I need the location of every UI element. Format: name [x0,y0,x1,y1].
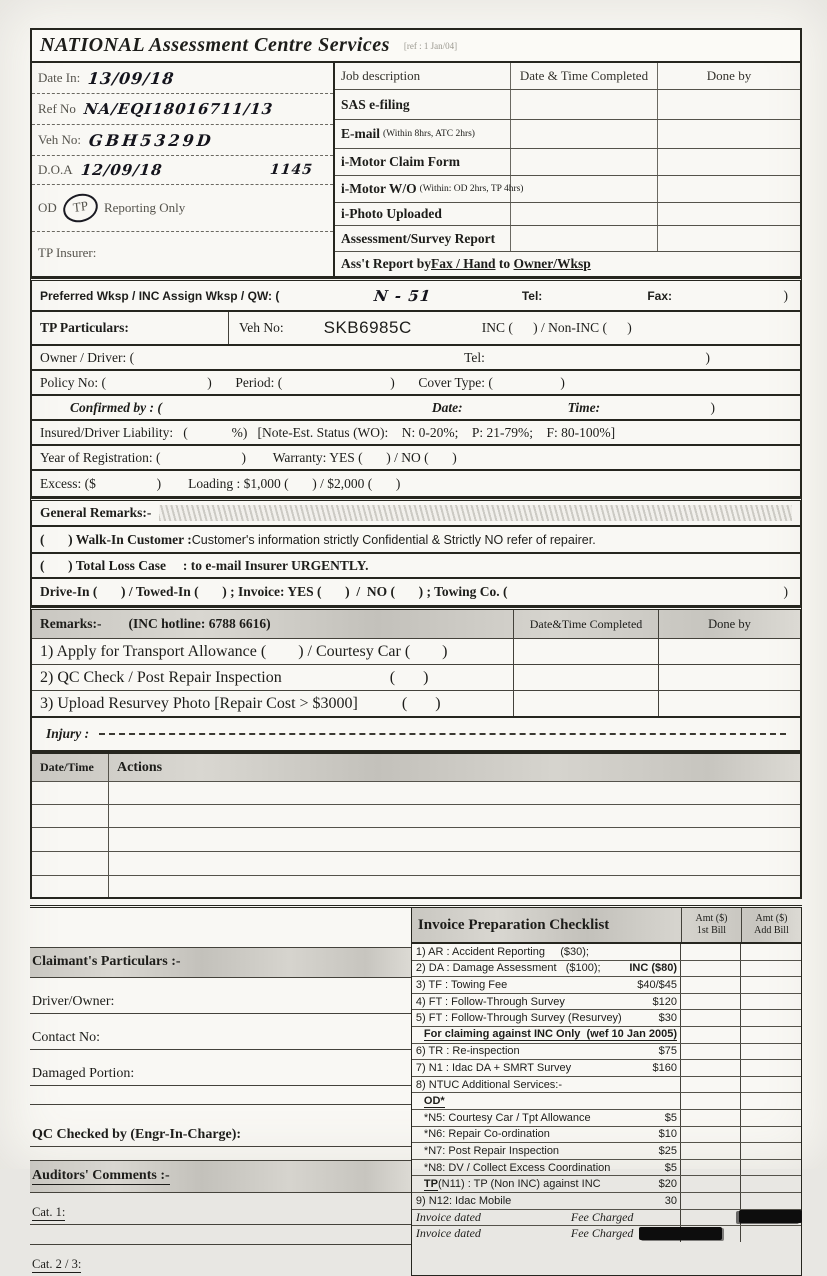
fee-charged-label: Fee Charged [570,1226,634,1241]
date-time-header: Date/Time [32,754,109,781]
checklist-row [412,977,801,994]
reporting-only-label: Reporting Only [103,200,186,215]
table-row [32,691,800,716]
injury-label: Injury : [46,726,90,741]
doa-row [32,156,333,185]
checklist-item: 9) N12: Idac Mobile [415,1194,512,1207]
checklist-price: $25 [658,1144,677,1157]
total-loss-row [30,554,802,579]
liability-text: Insured/Driver Liability: ( %) [Note-Est. Status (WO): N: 0-20%; P: 21-79%; F: 80-100%] [40,424,616,440]
excess-loading-text: Excess: ($ ) Loading : $1,000 ( ) / $2,000 ( ) [40,475,401,491]
done-by-header: Done by [706,68,752,83]
ref-no-label: Ref No [38,101,76,116]
remark-item: 3) Upload Resurvey Photo [Repair Cost > $3000] ( ) [32,691,514,716]
walk-in-row [30,527,802,554]
doa-time-value: 1145 [269,162,314,178]
table-row [335,203,800,226]
tp-particulars-label: TP Particulars: [40,320,129,335]
table-row [32,876,800,897]
job-desc-header: Job description [335,63,511,89]
year-registration-row [30,446,802,471]
intake-column [32,63,335,276]
add-bill-label: Add Bill [754,925,789,936]
confirmed-by-row [30,396,802,421]
claimant-title-row [30,948,411,978]
amt-label: Amt ($) [755,912,788,924]
ref-no-row [32,94,333,125]
amt-first-bill-header [681,908,741,942]
checklist-item: 8) NTUC Additional Services:- [415,1078,563,1091]
table-row [32,828,800,852]
wksp-tel-label: Tel: [521,288,543,303]
asst-report-fax-hand: Fax / Hand [431,256,496,271]
doa-label: D.O.A [38,162,73,177]
spacer-row [30,1147,411,1161]
od-tp-row [32,185,333,232]
policy-row [30,371,802,396]
table-row [335,176,800,203]
job-label: i-Photo Uploaded [335,203,511,225]
form-title: NATIONAL Assessment Centre Services [40,34,390,56]
owner-driver-label: Owner / Driver: ( [40,349,135,365]
checklist-row [412,1193,801,1210]
job-label: SAS e-filing [335,90,511,119]
cat1-label: Cat. 1: [32,1205,66,1219]
checklist-price: 30 [664,1194,677,1207]
ink-smudge [639,1227,722,1240]
checklist-item: 1) AR : Accident Reporting ($30); [415,945,589,958]
table-row [32,782,800,805]
checklist-item: 4) FT : Follow-Through Survey [415,995,565,1008]
checklist-price: $20 [658,1178,677,1191]
remarks-date-header: Date&Time Completed [514,610,659,638]
actions-table [30,752,802,899]
close-paren: ) [710,399,715,415]
asst-report-part: to [495,256,514,271]
asst-report-part: Ass't Report by [341,256,431,271]
checklist-item: 5) FT : Follow-Through Survey (Resurvey) [415,1012,622,1025]
invoice-dated-row [412,1210,801,1227]
wksp-fax-label: Fax: [647,288,672,303]
table-row [32,805,800,828]
job-note: (Within 8hrs, ATC 2hrs) [383,129,475,139]
invoice-dated-label: Invoice dated [415,1209,481,1224]
checklist-item: *N7: Post Repair Inspection [423,1144,560,1157]
scan-noise [159,505,792,522]
checklist-item: 7) N1 : Idac DA + SMRT Survey [415,1061,572,1074]
tp-circled-annotation [62,191,100,225]
job-note: (Within: OD 2hrs, TP 4hrs) [419,184,524,194]
ref-no-value: NA/EQI18016711/13 [82,100,275,118]
claimant-column [30,908,411,1276]
preferred-wksp-value: N - 51 [373,286,433,305]
spacer-row [30,908,411,948]
liability-row [30,421,802,446]
walk-in-text: Customer's information strictly Confidential & Strictly NO refer of repairer. [191,532,596,547]
job-label: i-Motor Claim Form [335,149,511,175]
qc-checked-label: QC Checked by (Engr-In-Charge): [32,1127,242,1142]
checklist-row [412,994,801,1011]
checklist-price: $5 [664,1111,677,1124]
damaged-portion-label: Damaged Portion: [32,1066,135,1081]
remark-item: 1) Apply for Transport Allowance ( ) / Courtesy Car ( ) [32,639,514,664]
spacer-row [30,1225,411,1245]
od-subheader: OD* [423,1094,445,1107]
checklist-row [412,944,801,961]
date-in-label: Date In: [38,70,81,85]
bottom-section [30,905,802,1276]
tp-particulars-row [30,312,802,346]
table-row [335,120,800,149]
checklist-title: Invoice Preparation Checklist [417,916,610,933]
checklist-row [412,1143,801,1160]
drive-in-text: Drive-In ( ) / Towed-In ( ) ; Invoice: YES ( ) / NO ( ) ; Towing Co. ( [40,584,508,599]
date-in-value: 13/09/18 [87,68,176,88]
od-label: OD [38,200,57,215]
contact-no-label: Contact No: [32,1030,101,1045]
excess-row [30,471,802,498]
table-row [335,90,800,120]
ink-smudge [739,1210,802,1223]
injury-row [30,718,802,752]
close-paren: ) [783,584,788,599]
checklist-price: $75 [658,1045,677,1058]
year-registration-text: Year of Registration: ( ) Warranty: YES ( ) / NO ( ) [40,449,457,465]
confirmed-date-label: Date: [431,399,463,415]
checklist-price: INC ($80) [629,962,677,975]
date-completed-header: Date & Time Completed [511,63,658,89]
amt-add-bill-header [741,908,801,942]
tp-insurer-label: TP Insurer: [38,245,97,260]
invoice-dated-row [412,1226,801,1242]
injury-writein-line [99,732,786,735]
owner-driver-row [30,346,802,371]
total-loss-label: ( ) Total Loss Case : to e-mail Insurer URGENTLY. [40,557,369,573]
table-row [335,252,800,276]
remarks-header-row [32,610,800,639]
close-paren: ) [783,287,788,303]
veh-no-label: Veh No: [38,132,81,147]
driver-owner-field [30,978,411,1014]
policy-period-cover-text: Policy No: ( ) Period: ( ) Cover Type: ( ) [40,374,565,390]
job-label: Assessment/Survey Report [335,226,511,251]
checklist-price: $120 [652,995,677,1008]
checklist-row [412,1093,801,1110]
spacer-row [30,1086,411,1105]
checklist-row [412,1127,801,1144]
checklist-price: $10 [658,1128,677,1141]
amt-label: Amt ($) [695,912,728,924]
checklist-row [412,1010,801,1027]
asst-report-owner-wksp: Owner/Wksp [513,256,591,271]
checklist-row [412,1160,801,1177]
job-table [335,63,800,276]
checklist-row [412,1060,801,1077]
general-remarks-label: General Remarks:- [40,505,152,520]
fee-charged-label: Fee Charged [570,1209,634,1224]
drive-in-row [30,579,802,607]
checklist-row [412,1110,801,1127]
invoice-checklist-table [411,908,802,1276]
tp-particulars-cell [32,312,229,344]
remark-item: 2) QC Check / Post Repair Inspection ( ) [32,665,514,690]
tp-veh-no-value: SKB6985C [323,318,412,337]
remarks-header: Remarks:- (INC hotline: 6788 6616) [32,610,514,638]
table-row [32,665,800,691]
checklist-item: 6) TR : Re-inspection [415,1045,520,1058]
checklist-header-row [412,908,801,944]
checklist-price: $160 [652,1061,677,1074]
checklist-item: 3) TF : Towing Fee [415,978,508,991]
checklist-row [412,1044,801,1061]
close-paren: ) [705,349,710,365]
damaged-portion-field [30,1050,411,1086]
tp-insurer-row [32,232,333,274]
inc-non-inc-options: INC ( ) / Non-INC ( ) [481,320,632,335]
cat23-label: Cat. 2 / 3: [32,1257,82,1271]
checklist-row [412,1077,801,1094]
job-label: i-Motor W/O [341,181,417,196]
veh-no-row [32,125,333,156]
form-title-bar [30,28,802,63]
checklist-item: 2) DA : Damage Assessment ($100); [415,962,601,975]
general-remarks-header [30,498,802,527]
claimant-particulars-title: Claimant's Particulars :- [32,954,181,969]
invoice-dated-label: Invoice dated [415,1226,481,1241]
date-in-row [32,63,333,94]
actions-header: Actions [117,759,163,775]
qc-checked-field [30,1105,411,1147]
table-row [335,226,800,252]
actions-header-row [32,754,800,782]
doa-value: 12/09/18 [79,161,164,179]
checklist-row [412,1176,801,1193]
checklist-item: *N8: DV / Collect Excess Coordination [423,1161,611,1174]
table-row [32,639,800,665]
preferred-wksp-row [30,278,802,312]
cat23-field [30,1245,411,1276]
contact-no-field [30,1014,411,1050]
top-grid [30,63,802,278]
job-table-header [335,63,800,90]
driver-owner-label: Driver/Owner: [32,994,115,1009]
checklist-item: *N5: Courtesy Car / Tpt Allowance [423,1111,591,1124]
auditors-comments-title: Auditors' Comments :- [32,1167,170,1183]
walk-in-label: ( ) Walk-In Customer : [40,531,192,547]
checklist-item: (N11) : TP (Non INC) against INC [437,1178,601,1191]
checklist-row [412,1027,801,1044]
tp-label: TP [71,197,89,216]
form-ref-note: [ref : 1 Jan/04] [403,40,458,51]
tp-n11-prefix: TP [423,1177,438,1190]
checklist-price: $40/$45 [637,978,677,991]
first-bill-label: 1st Bill [696,925,727,936]
veh-no-value: GBH5329D [87,130,215,150]
checklist-price: $5 [664,1161,677,1174]
tp-veh-no-label: Veh No: [239,320,284,335]
preferred-wksp-label: Preferred Wksp / INC Assign Wksp / QW: ( [40,288,280,303]
remarks-table [30,607,802,718]
checklist-row [412,961,801,978]
owner-tel-label: Tel: [464,349,485,365]
confirmed-time-label: Time: [567,399,601,415]
table-row [32,852,800,876]
job-label: E-mail [341,126,380,141]
auditors-comments-row [30,1161,411,1193]
confirmed-by-label: Confirmed by : ( [70,399,162,415]
table-row [335,149,800,176]
remarks-done-by-header: Done by [708,616,751,631]
cat1-field [30,1193,411,1225]
assessment-form [30,28,802,1276]
checklist-price: $30 [658,1012,677,1025]
inc-only-note: For claiming against INC Only (wef 10 Jan 2005) [423,1028,677,1041]
checklist-item: *N6: Repair Co-ordination [423,1128,550,1141]
